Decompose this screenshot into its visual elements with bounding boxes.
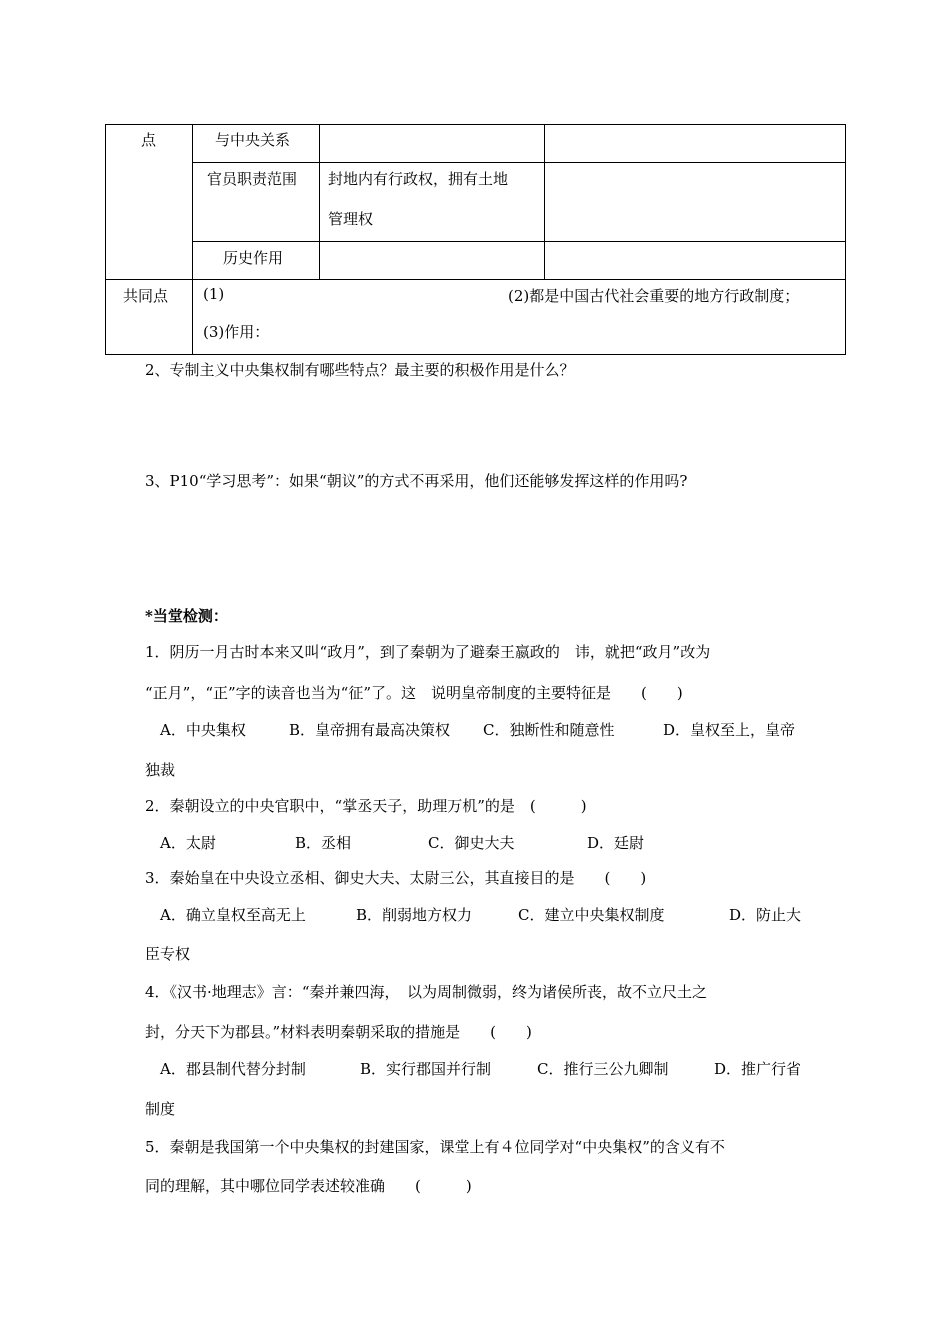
test-item-4-option-b: B．实行郡国并行制 <box>360 1060 492 1078</box>
duties-text-line2: 管理权 <box>328 210 374 228</box>
test-item-2-line1: 2．秦朝设立的中央官职中，“掌丞天子，助理万机”的是 ( ) <box>145 797 587 815</box>
test-item-2-option-b: B．丞相 <box>295 834 352 852</box>
comparison-table <box>105 124 846 355</box>
row-label-relation: 与中央关系 <box>215 131 291 149</box>
test-item-4-line1: 4．《汉书·地理志》言：“秦并兼四海， 以为周制微弱，终为诸侯所丧，故不立尺土之 <box>145 983 707 1001</box>
test-item-3-option-b: B．削弱地方权力 <box>356 906 473 924</box>
question-2: 2、专制主义中央集权制有哪些特点？最主要的积极作用是什么？ <box>145 361 575 379</box>
test-item-3-option-c: C．建立中央集权制度 <box>518 906 665 924</box>
common-item-1: (1) <box>203 285 225 303</box>
duties-text-line1: 封地内有行政权，拥有土地 <box>328 170 509 188</box>
row-label-duties: 官员职责范围 <box>207 170 298 188</box>
test-item-2-option-d: D．廷尉 <box>587 834 645 852</box>
table-border-right <box>845 124 846 355</box>
test-item-4-option-d: D．推广行省 <box>714 1060 802 1078</box>
test-item-3-line1: 3．秦始皇在中央设立丞相、御史大夫、太尉三公，其直接目的是 ( ) <box>145 869 647 887</box>
test-item-2-option-a: A．太尉 <box>160 834 216 852</box>
test-item-4-option-c: C．推行三公九卿制 <box>537 1060 669 1078</box>
test-item-1-option-b: B．皇帝拥有最高决策权 <box>289 721 451 739</box>
table-border-bottom <box>105 354 846 355</box>
test-item-1-overflow: 独裁 <box>145 761 176 779</box>
test-item-1-line1: 1．阴历一月古时本来又叫“政月”，到了秦朝为了避秦王嬴政的 讳，就把“政月”改为 <box>145 643 711 661</box>
table-rule <box>192 124 193 355</box>
table-rule <box>192 241 846 242</box>
test-item-4-option-a: A．郡县制代替分封制 <box>160 1060 306 1078</box>
test-item-5-line2: 同的理解，其中哪位同学表述较准确 ( ) <box>145 1177 472 1195</box>
test-item-3-option-a: A．确立皇权至高无上 <box>160 906 306 924</box>
table-border-top <box>105 124 846 125</box>
test-item-1-option-c: C．独断性和随意性 <box>483 721 615 739</box>
table-rule <box>192 162 846 163</box>
test-item-3-option-d: D．防止大 <box>729 906 802 924</box>
row-label-role: 历史作用 <box>223 249 284 267</box>
test-item-4-line2: 封，分天下为郡县。”材料表明秦朝采取的措施是 ( ) <box>145 1023 532 1041</box>
common-item-3: (3)作用： <box>203 323 270 341</box>
row-header-point: 点 <box>141 131 157 149</box>
test-item-1-option-d: D．皇权至上，皇帝 <box>663 721 796 739</box>
test-item-1-option-a: A．中央集权 <box>160 721 246 739</box>
common-item-2: (2)都是中国古代社会重要的地方行政制度； <box>508 287 800 305</box>
question-3: 3、P10“学习思考”：如果“朝议”的方式不再采用，他们还能够发挥这样的作用吗? <box>145 472 688 490</box>
test-item-1-line2: “正月”，“正”字的读音也当为“征”了。这 说明皇帝制度的主要特征是 ( ) <box>145 684 683 702</box>
test-item-3-overflow: 臣专权 <box>145 945 191 963</box>
test-item-2-option-c: C．御史大夫 <box>428 834 515 852</box>
table-rule <box>105 279 846 280</box>
table-rule <box>544 124 545 280</box>
table-rule <box>319 124 320 280</box>
test-item-5-line1: 5．秦朝是我国第一个中央集权的封建国家，课堂上有４位同学对“中央集权”的含义有不 <box>145 1138 725 1156</box>
common-label: 共同点 <box>123 287 169 305</box>
table-border-left <box>105 124 106 355</box>
test-item-4-overflow: 制度 <box>145 1100 176 1118</box>
test-heading: *当堂检测： <box>145 607 228 625</box>
